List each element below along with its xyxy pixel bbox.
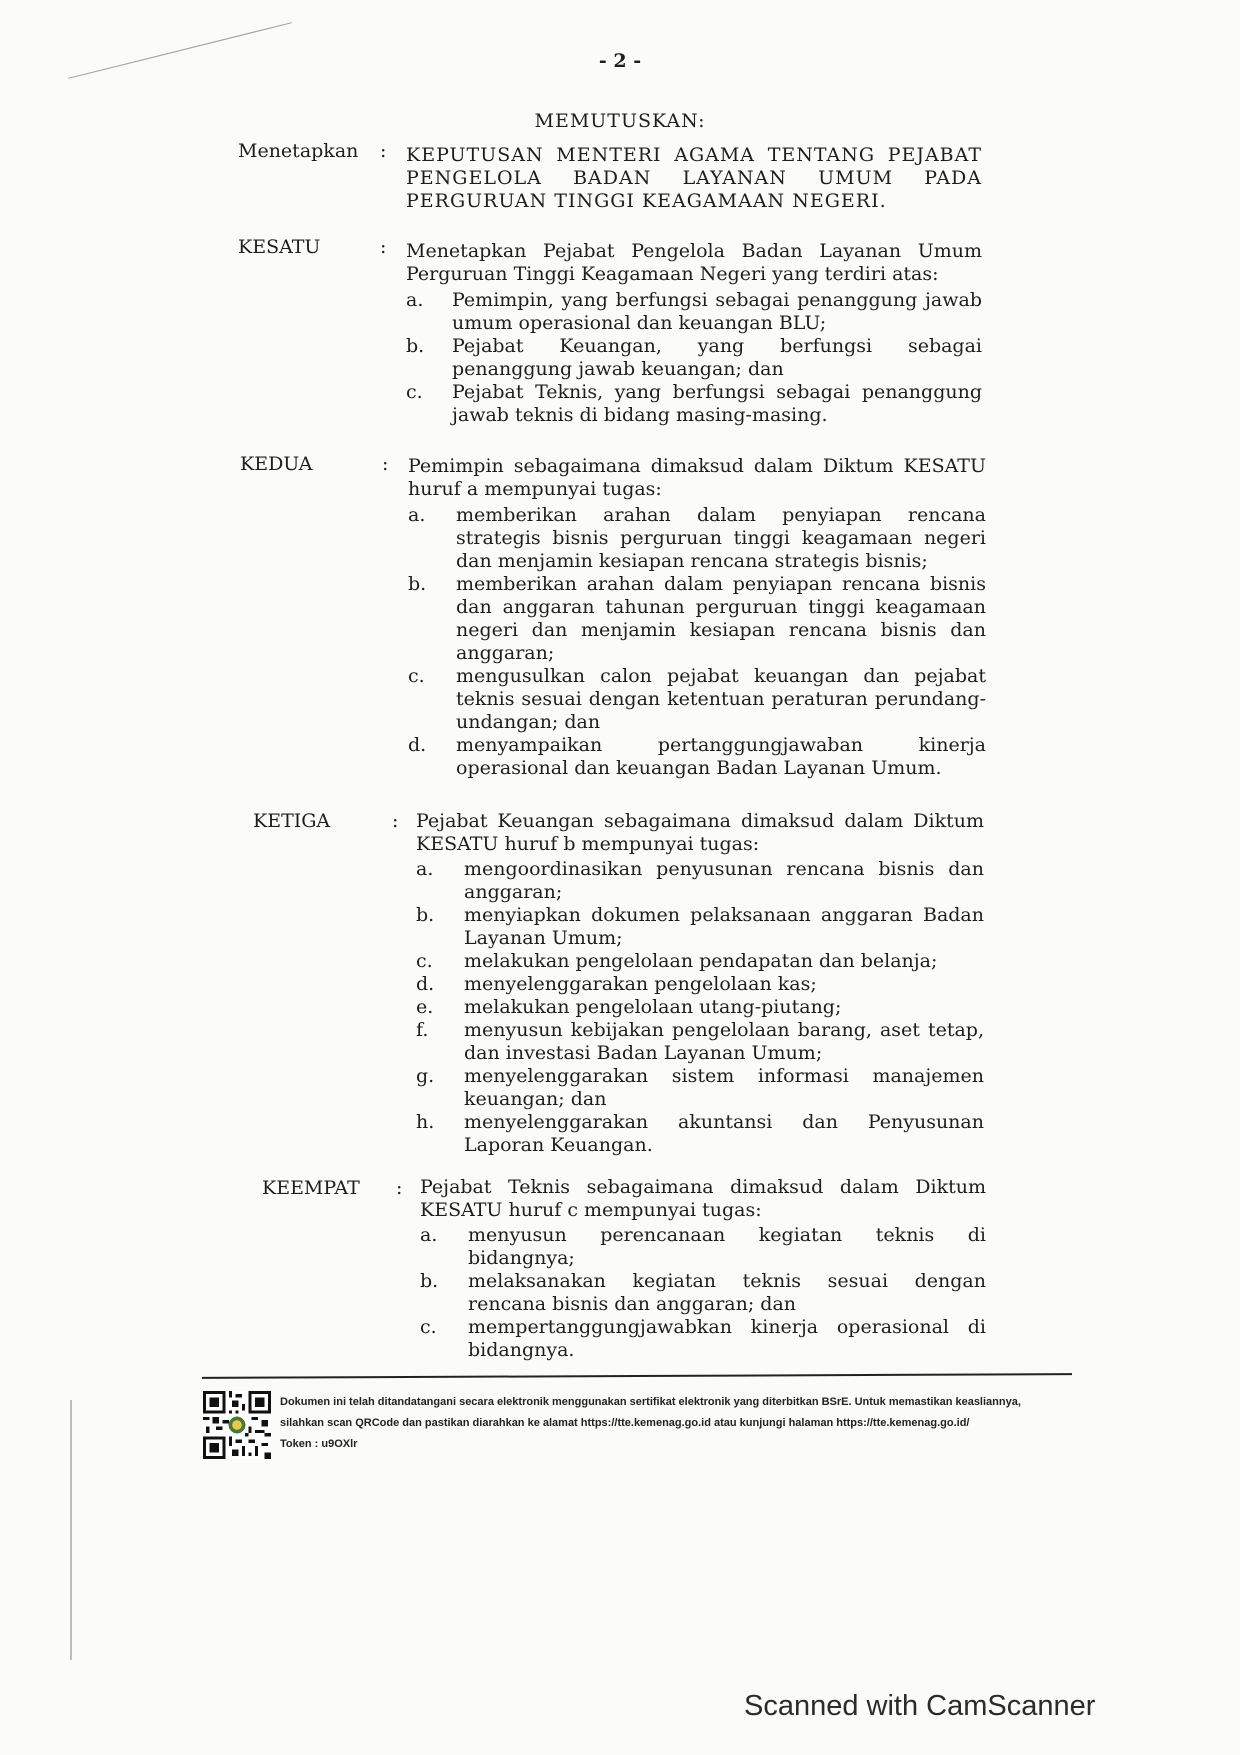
menetapkan-label: Menetapkan [238,140,359,162]
kesatu-colon: : [380,236,387,258]
item-text: memberikan arahan dalam penyiapan rencana strategis bisnis perguruan tinggi keagamaan negeri dan menjamin kesiapan rencana strategis bisnis; [456,504,986,572]
list-item [406,289,982,335]
list-item [420,1316,986,1362]
page-number: - 2 - [598,50,642,72]
footer-token: Token : u9OXlr [280,1438,358,1450]
item-mark: a. [408,504,426,526]
item-mark: b. [420,1270,439,1292]
kedua-colon: : [382,453,389,475]
keempat-label: KEEMPAT [262,1177,360,1199]
item-mark: e. [416,996,434,1018]
list-item [408,665,986,734]
item-mark: a. [406,289,424,311]
list-item [416,1111,984,1157]
item-mark: h. [416,1111,435,1133]
item-text: menyampaikan pertanggungjawaban kinerja operasional dan keuangan Badan Layanan Umum. [456,734,986,779]
keempat-intro: Pejabat Teknis sebagaimana dimaksud dalam Diktum KESATU huruf c mempunyai tugas: [420,1176,986,1221]
ketiga-intro: Pejabat Keuangan sebagaimana dimaksud dalam Diktum KESATU huruf b mempunyai tugas: [416,810,984,855]
item-text: mengusulkan calon pejabat keuangan dan pejabat teknis sesuai dengan ketentuan peraturan perundang-undangan; dan [456,665,986,733]
footer-line-1: Dokumen ini telah ditandatangani secara elektronik menggunakan sertifikat elektronik yang diterbitkan BSrE. Untuk memastikan keasliannya, [280,1396,1021,1408]
menetapkan-colon: : [380,140,387,162]
list-item [416,1065,984,1111]
list-item [416,1019,984,1065]
keempat-colon: : [396,1177,403,1199]
ketiga-label: KETIGA [253,810,331,832]
ketiga-colon: : [392,810,399,832]
item-mark: d. [408,734,427,756]
item-mark: c. [406,381,423,403]
item-mark: c. [420,1316,437,1338]
item-text: mempertanggungjawabkan kinerja operasional di bidangnya. [468,1316,986,1361]
footer-line-2: silahkan scan QRCode dan pastikan diarahkan ke alamat https://tte.kemenag.go.id atau kunjungi halaman https://tte.kemenag.go.id/ [280,1417,970,1429]
list-item [416,904,984,950]
list-item [406,381,982,427]
item-text: menyusun kebijakan pengelolaan barang, aset tetap, dan investasi Badan Layanan Umum; [464,1019,984,1064]
item-mark: g. [416,1065,435,1087]
item-text: Pejabat Teknis, yang berfungsi sebagai penanggung jawab teknis di bidang masing-masing. [452,381,982,426]
item-mark: b. [406,335,425,357]
list-item [408,573,986,665]
camscanner-watermark: Scanned with CamScanner [744,1690,1096,1722]
keempat-list [420,1224,986,1362]
item-mark: c. [408,665,425,687]
item-text: Pemimpin, yang berfungsi sebagai penanggung jawab umum operasional dan keuangan BLU; [452,289,982,334]
decision-heading: MEMUTUSKAN: [534,110,706,132]
list-item [406,335,982,381]
kedua-intro: Pemimpin sebagaimana dimaksud dalam Diktum KESATU huruf a mempunyai tugas: [408,455,986,500]
list-item [408,734,986,780]
item-text: Pejabat Keuangan, yang berfungsi sebagai penanggung jawab keuangan; dan [452,335,982,380]
kedua-label: KEDUA [240,453,313,475]
kesatu-list [406,289,982,427]
item-text: menyusun perencanaan kegiatan teknis di bidangnya; [468,1224,986,1269]
list-item [416,858,984,904]
item-text: menyiapkan dokumen pelaksanaan anggaran Badan Layanan Umum; [464,904,984,949]
scan-artifact-edge [70,1400,72,1660]
ketiga-list [416,858,984,1157]
list-item [416,996,984,1019]
item-text: menyelenggarakan akuntansi dan Penyusunan Laporan Keuangan. [464,1111,984,1156]
item-text: mengoordinasikan penyusunan rencana bisnis dan anggaran; [464,858,984,903]
list-item [416,973,984,996]
item-mark: a. [416,858,434,880]
item-mark: c. [416,950,433,972]
kesatu-label: KESATU [238,236,321,258]
qr-code-icon [203,1391,271,1459]
menetapkan-text: KEPUTUSAN MENTERI AGAMA TENTANG PEJABAT PENGELOLA BADAN LAYANAN UMUM PADA PERGURUAN TINGGI KEAGAMAAN NEGERI. [406,144,982,212]
kedua-list [408,504,986,780]
item-text: melaksanakan kegiatan teknis sesuai dengan rencana bisnis dan anggaran; dan [468,1270,986,1315]
item-mark: b. [408,573,427,595]
electronic-signature-note [280,1392,1080,1455]
item-mark: a. [420,1224,438,1246]
list-item [420,1270,986,1316]
list-item [416,950,984,973]
list-item [420,1224,986,1270]
item-text: menyelenggarakan sistem informasi manajemen keuangan; dan [464,1065,984,1110]
list-item [408,504,986,573]
item-text: memberikan arahan dalam penyiapan rencana bisnis dan anggaran tahunan perguruan tinggi keagamaan negeri dan menjamin kesiapan rencana bisnis dan anggaran; [456,573,986,664]
kesatu-intro: Menetapkan Pejabat Pengelola Badan Layanan Umum Perguruan Tinggi Keagamaan Negeri yang terdiri atas: [406,240,982,285]
footer-divider [202,1373,1072,1379]
item-text: melakukan pengelolaan utang-piutang; [464,996,842,1018]
item-mark: d. [416,973,435,995]
item-mark: f. [416,1019,429,1041]
item-mark: b. [416,904,435,926]
item-text: melakukan pengelolaan pendapatan dan belanja; [464,950,938,972]
item-text: menyelenggarakan pengelolaan kas; [464,973,817,995]
